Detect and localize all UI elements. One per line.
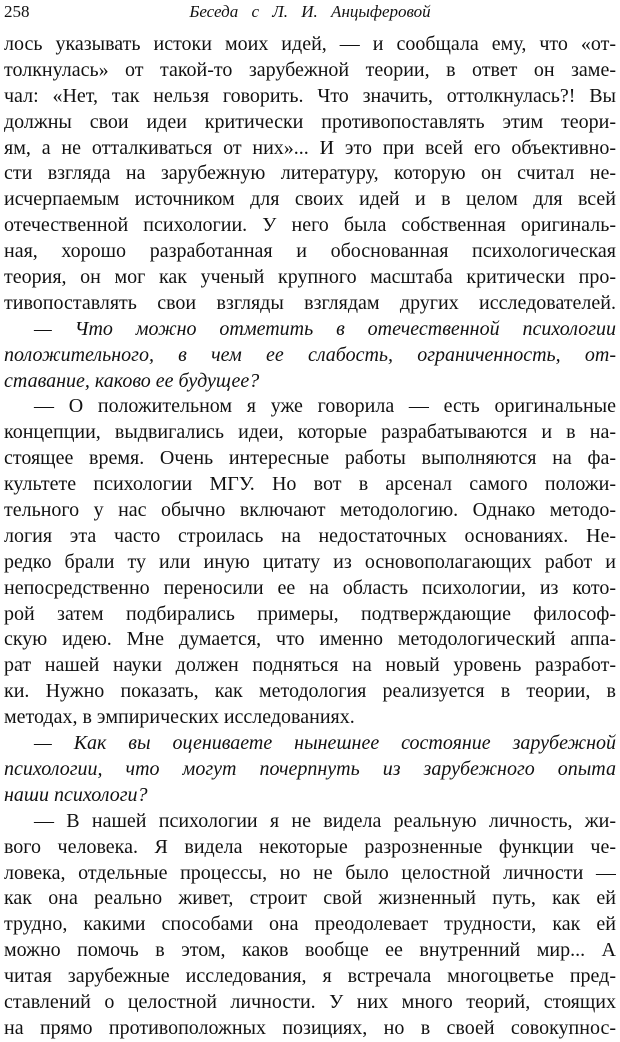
text-line: чал: «Нет, так нельзя говорить. Что значить, оттолкнулась?! Вы [4,84,616,107]
text-line: скую идею. Мне думается, что именно методологический аппа- [4,628,616,651]
text-line: должны свои идеи критически противопоставлять этим теори- [4,110,616,133]
text-line: ям, а не отталкиваться от них»... И это при всей его объективно- [4,136,616,159]
text-line: на прямо противоположных позициях, но в своей совокупнос- [4,1016,616,1039]
text-line: — О положительном я уже говорила — есть оригинальные [34,395,616,418]
running-title: Беседа с Л. И. Анцыферовой [189,2,431,21]
question-line: положительного, в чем ее слабость, ограниченность, от- [4,343,616,366]
body-text [4,32,616,1042]
text-line: рой затем подбирались примеры, подтверждающие философ- [4,602,616,625]
question-line: — Как вы оцениваете нынешнее состояние зарубежной [34,732,616,755]
text-line: толкнулась» от такой-то зарубежной теории, в ответ он заме- [4,58,616,81]
text-line: рат нашей науки должен подняться на новый уровень разработ- [4,654,616,677]
text-line: лось указывать истоки моих идей, — и сообщала ему, что «от- [4,33,616,55]
text-line: ловека, отдельные процессы, но не было целостной личности — [4,861,616,884]
page-number: 258 [4,2,30,21]
text-line: тельного у нас обычно включают методологию. Однако методо- [4,499,616,522]
text-line: вого человека. Я видела некоторые разрозненные функции че- [4,835,616,858]
question-line: — Что можно отметить в отечественной психологии [34,317,616,340]
text-line: логия эта часто строилась на недостаточных основаниях. Не- [4,524,616,547]
question-line: ставание, каково ее будущее? [4,369,260,392]
text-line: тивопоставлять свои взгляды взглядам других исследователей. [4,291,616,314]
text-line: концепции, выдвигались идеи, которые разрабатываются и в на- [4,421,616,444]
text-line: — В нашей психологии я не видела реальную личность, жи- [34,809,616,832]
text-line: ставлений о целостной личности. У них много теорий, стоящих [4,990,616,1013]
text-line: ки. Нужно показать, как методология реализуется в теории, в [4,680,616,703]
question-line: психологии, что могут почерпнуть из зарубежного опыта [4,757,616,780]
running-head [4,1,616,23]
text-line: непосредственно переносили ее на область психологии, из кото- [4,576,616,599]
text-line: читая зарубежные исследования, я встречала многоцветье пред- [4,965,616,988]
text-line: как она реально живет, строит свой жизненный путь, как ей [4,887,616,910]
text-line: методах, в эмпирических исследованиях. [4,706,355,729]
text-line: редко брали ту или иную цитату из основополагающих работ и [4,550,616,573]
text-line: стоящее время. Очень интересные работы выполняются на фа- [4,447,616,470]
text-line: можно помочь в этом, каков вообще ее внутренний мир... А [4,939,616,962]
text-line: культете психологии МГУ. Но вот в арсенал самого положи- [4,473,616,496]
text-line: исчерпаемым источником для своих идей и в целом для всей [4,188,616,211]
question-line: наши психологи? [4,783,148,806]
text-line: ная, хорошо разработанная и обоснованная психологическая [4,240,616,263]
text-line: сти взгляда на зарубежную литературу, которую он считал не- [4,162,616,185]
text-line: отечественной психологии. У него была собственная оригиналь- [4,214,616,237]
text-line: трудно, какими способами она преодолевает трудности, как ей [4,913,616,936]
text-line: теория, он мог как ученый крупного масштаба критически про- [4,266,616,289]
